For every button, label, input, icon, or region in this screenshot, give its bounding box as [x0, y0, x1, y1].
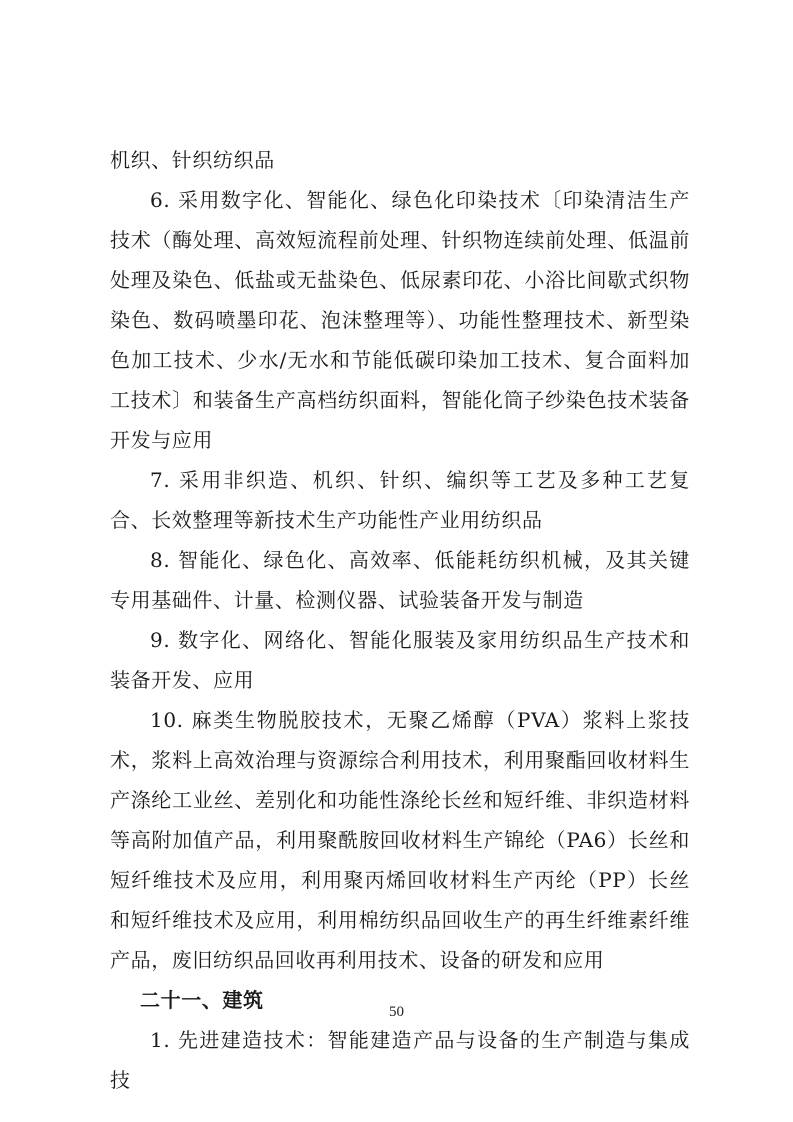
list-item-8: 8. 智能化、绿色化、高效率、低能耗纺织机械，及其关键专用基础件、计量、检测仪器、试验装备开发与制造 [110, 548, 690, 612]
page-number: 50 [389, 1004, 404, 1020]
section-item-1: 1. 先进建造技术：智能建造产品与设备的生产制造与集成技 [110, 1028, 690, 1092]
list-item-9: 9. 数字化、网络化、智能化服装及家用纺织品生产技术和装备开发、应用 [110, 628, 690, 692]
continuation-text: 机织、针织纺织品 [110, 148, 275, 172]
list-item-6: 6. 采用数字化、智能化、绿色化印染技术〔印染清洁生产技术（酶处理、高效短流程前处理、针织物连续前处理、低温前处理及染色、低盐或无盐染色、低尿素印花、小浴比间歇式织物染色、数码喷墨印花、泡沫整理等）、功能性整理技术、新型染色加工技术、少水/无水和节能低碳印染加工技术、复合面料加工技术〕和装备生产高档纺织面料，智能化筒子纱染色技术装备开发与应用 [110, 188, 690, 452]
list-item-7: 7. 采用非织造、机织、针织、编织等工艺及多种工艺复合、长效整理等新技术生产功能性产业用纺织品 [110, 468, 690, 532]
list-item-10: 10. 麻类生物脱胶技术，无聚乙烯醇（PVA）浆料上浆技术，浆料上高效治理与资源综合利用技术，利用聚酯回收材料生产涤纶工业丝、差别化和功能性涤纶长丝和短纤维、非织造材料等高附加值产品，利用聚酰胺回收材料生产锦纶（PA6）长丝和短纤维技术及应用，利用聚丙烯回收材料生产丙纶（PP）长丝和短纤维技术及应用，利用棉纺织品回收生产的再生纤维素纤维产品，废旧纺织品回收再利用技术、设备的研发和应用 [110, 708, 690, 972]
section-heading: 二十一、建筑 [140, 988, 264, 1012]
document-body [110, 140, 690, 1100]
